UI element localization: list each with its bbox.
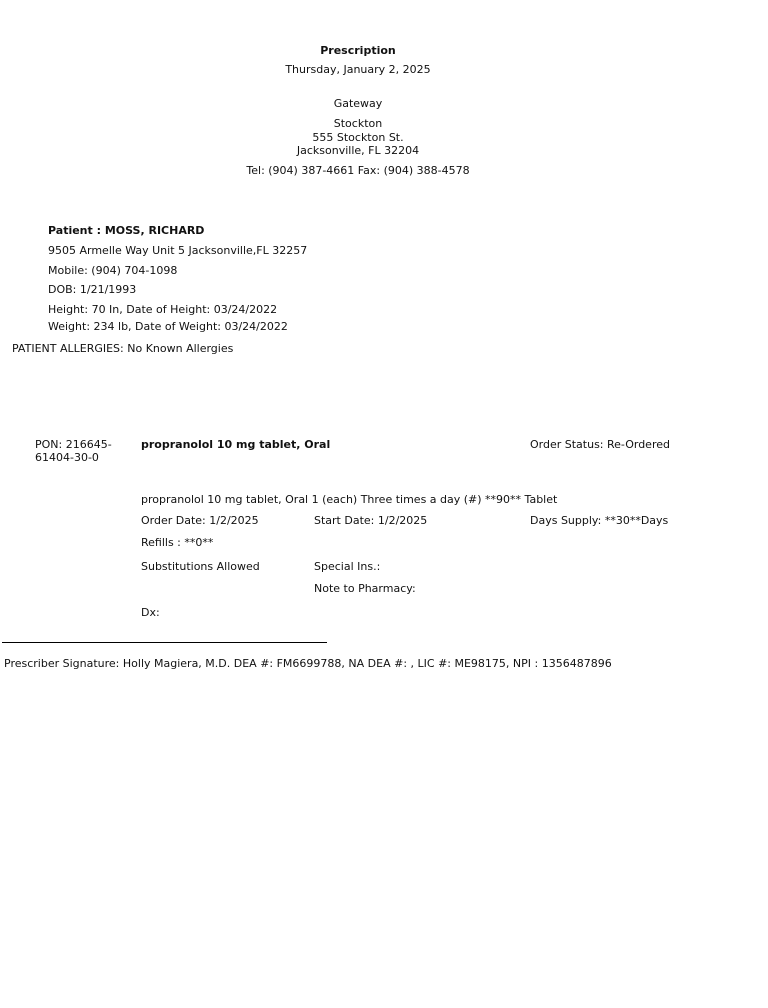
diagnosis: Dx: [141, 606, 160, 619]
start-date: Start Date: 1/2/2025 [314, 514, 428, 527]
days-supply: Days Supply: **30**Days [530, 514, 669, 527]
organization-name: Gateway [333, 97, 383, 110]
document-title: Prescription [320, 44, 396, 57]
note-to-pharmacy: Note to Pharmacy: [314, 582, 416, 595]
patient-dob: DOB: 1/21/1993 [48, 283, 137, 296]
sig-line: propranolol 10 mg tablet, Oral 1 (each) Three times a day (#) **90** Tablet [141, 493, 558, 506]
prescriber-signature: Prescriber Signature: Holly Magiera, M.D. DEA #: FM6699788, NA DEA #: , LIC #: ME98175, NPI : 1356487896 [4, 657, 612, 670]
patient-allergies: PATIENT ALLERGIES: No Known Allergies [12, 342, 234, 355]
patient-address: 9505 Armelle Way Unit 5 Jacksonville,FL 32257 [48, 244, 308, 257]
order-date: Order Date: 1/2/2025 [141, 514, 259, 527]
patient-name: Patient : MOSS, RICHARD [48, 224, 205, 237]
special-instructions: Special Ins.: [314, 560, 381, 573]
signature-rule [2, 642, 327, 643]
patient-weight: Weight: 234 lb, Date of Weight: 03/24/2022 [48, 320, 288, 333]
location-name: Stockton [333, 117, 383, 130]
order-status: Order Status: Re-Ordered [530, 438, 670, 451]
pon-number-line2: 61404-30-0 [35, 451, 99, 464]
location-city: Jacksonville, FL 32204 [296, 144, 420, 157]
patient-height: Height: 70 In, Date of Height: 03/24/2022 [48, 303, 278, 316]
refills: Refills : **0** [141, 536, 214, 549]
substitutions: Substitutions Allowed [141, 560, 260, 573]
patient-mobile: Mobile: (904) 704-1098 [48, 264, 178, 277]
pon-number-line1: PON: 216645- [35, 438, 112, 451]
location-contact: Tel: (904) 387-4661 Fax: (904) 388-4578 [246, 164, 470, 177]
document-date: Thursday, January 2, 2025 [285, 63, 431, 76]
location-street: 555 Stockton St. [312, 131, 404, 144]
drug-title: propranolol 10 mg tablet, Oral [141, 438, 331, 451]
